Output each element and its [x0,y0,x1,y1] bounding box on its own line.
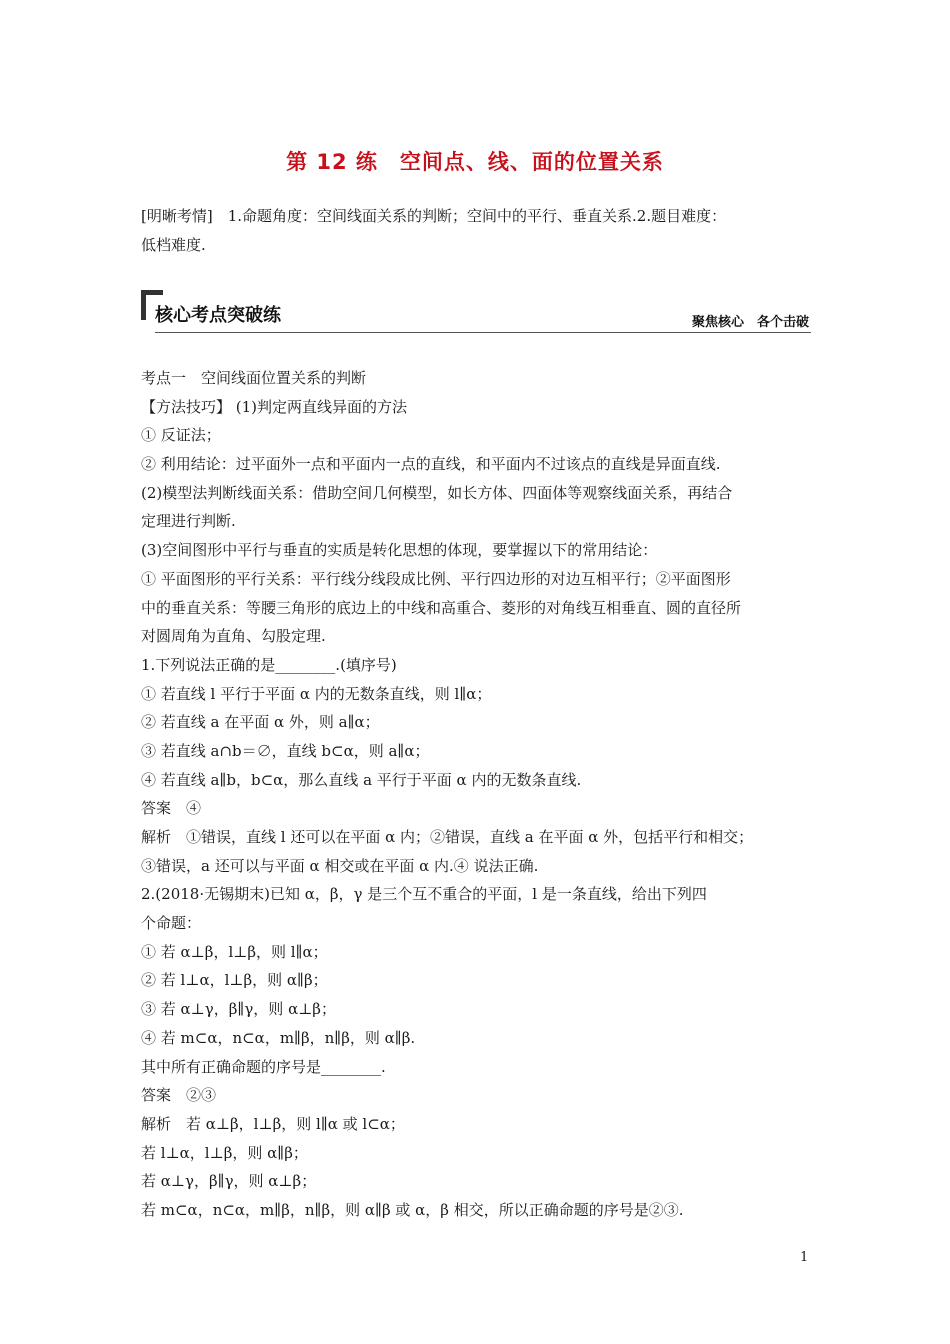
section-divider [155,332,811,333]
text-line: ② 若直线 a 在平面 α 外，则 a∥α； [141,713,380,732]
text-line: 其中所有正确命题的序号是________. [141,1057,386,1076]
text-line: 若 α⊥γ，β∥γ，则 α⊥β； [141,1172,317,1191]
text-line: ③ 若 α⊥γ，β∥γ，则 α⊥β； [141,1000,336,1019]
text-line: 答案 ②③ [141,1086,217,1105]
text-line: ① 反证法； [141,426,221,445]
text-line: ② 利用结论：过平面外一点和平面内一点的直线，和平面内不过该点的直线是异面直线. [141,455,721,474]
section-subtitle: 聚焦核心 各个击破 [691,315,809,330]
text-line: 2.(2018·无锡期末)已知 α，β，γ 是三个互不重合的平面，l 是一条直线，给出下列四 [141,885,707,904]
text-line: 解析 ①错误，直线 l 还可以在平面 α 内；②错误，直线 a 在平面 α 外，包括平行和相交； [141,828,754,846]
text-line: ① 若 α⊥β，l⊥β，则 l∥α； [141,942,328,961]
page-number: 1 [800,1250,809,1265]
content-body [141,364,831,1225]
corner-bracket-top [141,290,163,295]
text-line: 若 l⊥α，l⊥β，则 α∥β； [141,1143,308,1162]
text-line: 若 m⊂α，n⊂α，m∥β，n∥β，则 α∥β 或 α，β 相交，所以正确命题的序号是②③. [141,1200,684,1219]
intro-block [141,202,821,260]
text-line: 对圆周角为直角、勾股定理. [141,627,326,646]
page-title: 第 12 练 空间点、线、面的位置关系 [286,150,664,174]
text-line: ① 若直线 l 平行于平面 α 内的无数条直线，则 l∥α； [141,684,492,703]
text-line: 个命题： [141,914,202,933]
text-line: 解析 若 α⊥β，l⊥β，则 l∥α 或 l⊂α； [141,1114,405,1133]
text-line: ② 若 l⊥α，l⊥β，则 α∥β； [141,971,328,990]
intro-line: 低档难度. [141,236,206,254]
text-line: 定理进行判断. [141,512,236,531]
text-line: (2)模型法判断线面关系：借助空间几何模型，如长方体、四面体等观察线面关系，再结合 [141,483,733,502]
text-line: 答案 ④ [141,799,202,818]
text-line: ④ 若直线 a∥b，b⊂α，那么直线 a 平行于平面 α 内的无数条直线. [141,770,582,789]
text-line: 【方法技巧】 (1)判定两直线异面的方法 [141,397,408,416]
text-line: (3)空间图形中平行与垂直的实质是转化思想的体现，要掌握以下的常用结论： [141,541,658,560]
text-line: ③ 若直线 a∩b＝∅，直线 b⊂α，则 a∥α； [141,741,430,760]
text-line: ① 平面图形的平行关系：平行线分线段成比例、平行四边形的对边互相平行；②平面图形 [141,569,731,588]
text-line: 考点一 空间线面位置关系的判断 [141,369,367,387]
text-line: 中的垂直关系：等腰三角形的底边上的中线和高重合、菱形的对角线互相垂直、圆的直径所 [141,598,742,617]
text-line: ④ 若 m⊂α，n⊂α，m∥β，n∥β，则 α∥β. [141,1028,416,1047]
intro-line: [明晰考情] 1.命题角度：空间线面关系的判断；空间中的平行、垂直关系.2.题目难度： [141,207,727,225]
text-line: ③错误，a 还可以与平面 α 相交或在平面 α 内.④ 说法正确. [141,856,539,875]
section-heading: 核心考点突破练 [155,305,281,326]
text-line: 1.下列说法正确的是________.(填序号) [141,655,397,674]
section-banner [141,290,811,335]
